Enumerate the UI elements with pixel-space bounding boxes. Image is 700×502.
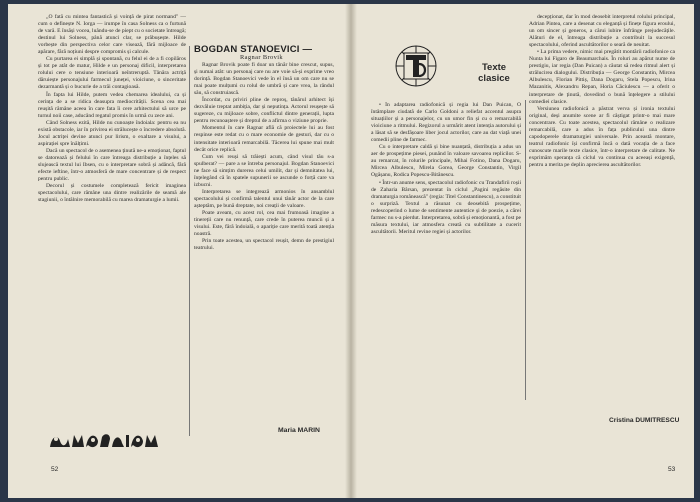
right-page-column-2 bbox=[529, 14, 675, 424]
section-title-line-1: Texte bbox=[481, 62, 507, 73]
paragraph: Încordat, cu priviri pline de reproș, tânărul arhitect își dezvăluie treptat ambiția, dar și neputința. Actorul reușește să sugereze, cu mijloace sobre, conflictul dintre generații, lupta pentru recunoaștere și dreptul de a afirma o viziune proprie. bbox=[194, 97, 334, 125]
section-title bbox=[471, 62, 517, 84]
paragraph: Decorul și costumele completează fericit imaginea spectacolului, care rămâne una dintre realizările de seamă ale stagiunii, o întâlnire memorabilă cu marea dramaturgie a lumii. bbox=[38, 183, 186, 204]
section-title-line-2: clasice bbox=[478, 73, 510, 84]
paragraph: Poate aveam, cu acest rol, cea mai frumoasă imagine a tinereții care nu renunță, care crede în puterea muncii și a visului. Este, fără îndoială, o apariție care merită toată atenția noastră. bbox=[194, 209, 334, 238]
paragraph: Când Solness ezită, Hilde nu cunoaște îndoiala: pentru ea nu există obstacole, iar în privirea ei strălucește o încredere absolută. Jocul actriței devine atunci pur lirism, o exaltare a visului, a aspirației spre înălțimi. bbox=[38, 119, 186, 147]
left-page-column-2 bbox=[194, 62, 334, 434]
decorative-ornament-icon bbox=[48, 429, 160, 453]
paragraph: Cu o interpretare caldă și bine nuanțată, distribuția a adus un aer de prospețime piesei, punând în valoare savoarea replicilor. S-au remarcat, în rolurile principale, Mihai Fotino, Dana Dogaru, Mircea Albulescu, Mirela Gorea, George Constantin, Virgil Ogășanu, Rodica Popescu-Bitănescu. bbox=[371, 144, 521, 179]
right-page-column-1 bbox=[371, 102, 521, 402]
author-heading: BOGDAN STANOEVICI — bbox=[194, 44, 313, 55]
paragraph: Prin toate acestea, un spectacol reușit, demn de prestigiul teatrului. bbox=[194, 238, 334, 252]
right-page bbox=[351, 4, 694, 498]
page-number: 52 bbox=[51, 466, 59, 473]
paragraph: „O fată cu mintea fantastică și voință de pirat normand" — cum o definește N. Iorga — irumpe în casa Solness ca o furtună de vară. E însăși vocea, luându-se de piept cu o societate întreagă; destinul lui Solness, până atunci clar, se prăbușește. Hilde vorbește din perspectiva celor care visează, fără mijloace de apărare, fără noțiuni despre compromis și calcule. bbox=[38, 14, 186, 56]
paragraph: • Într-un anume sens, spectacolul radiofonic cu Trandafirii roșii de Zaharia Bârsan, prezentat în ciclul „Pagini regăsite din dramaturgia românească" (regia: Titel Constantinescu), a constituit o surpriză. Textul a răsunat cu deosebită prospețime, redescoperind o lume de sentimente autentice și de poezie, a cărei farmec nu s-a pierdut. Interpretarea, sobră și emoționantă, a fost pe măsura textului, iar atmosfera creată cu subtilitate a cucerit ascultătorii. Meritul revine regiei și actorilor. bbox=[371, 179, 521, 235]
paragraph: Momentul în care Ragnar află că proiectele lui au fost respinse este redat cu o mare economie de gesturi, dar cu o intensitate interioară remarcabilă. Tăcerea lui spune mai mult decât orice replică. bbox=[194, 125, 334, 153]
column-divider bbox=[189, 46, 190, 436]
paragraph: Versiunea radiofonică a păstrat verva și ironia textului original, deși anumite scene ar fi câștigat printr-o mai mare concentrare. Cu toate acestea, spectacolul rămâne o realizare remarcabilă, care a adus în fața publicului una dintre capodoperele dramaturgiei universale. Prin această montare, teatrul radiofonic își confirmă încă o dată vocația de a face cunoscute marile texte clasice, într-o interpretare de calitate. Ne exprimăm speranța că ciclul va continua cu aceeași exigență, pentru a merita pe deplin aprecierea ascultătorilor. bbox=[529, 105, 675, 168]
paragraph: În fapta lui Hilde, putem vedea chemarea idealului, ca și cerința de a se ridica deasupra mediocrității. Scena cea mai reușită rămâne aceea în care fata îi cere arhitectului să urce pe turnul noii case, aducând regatul promis în urmă cu zece ani. bbox=[38, 91, 186, 119]
magazine-spread bbox=[8, 4, 694, 498]
paragraph: decepționat, dar în mod deosebit interpretul rolului principal, Adrian Pintea, care a desenat cu eleganță și finețe figura eroului, un om sincer și generos, a cărui iubire înfrânge prejudecățile. Alături de el, întreaga distribuție a contribuit la succesul spectacolului, oferind ascultătorilor o seară de neuitat. bbox=[529, 14, 675, 49]
page-number: 53 bbox=[668, 466, 676, 473]
article-subtitle: Ragnar Brovik bbox=[240, 54, 284, 61]
author-signature: Maria MARIN bbox=[278, 427, 320, 434]
left-page bbox=[8, 4, 351, 498]
paragraph: Interpretarea se integrează armonios în ansamblul spectacolului și confirmă talentul unui tânăr actor de la care așteptăm, pe bună dreptate, noi creații de valoare. bbox=[194, 188, 334, 209]
paragraph: Ragnar Brovik poate fi doar un tânăr bine crescut, supus, și numai atât: un personaj care nu are voie să-și exprime vreo dorință. Bogdan Stanoevici vede în el însă un om care nu se mai poate mulțumi cu rolul de umbră și care vrea, la rândul său, să construiască. bbox=[194, 62, 334, 97]
author-signature: Cristina DUMITRESCU bbox=[609, 417, 680, 424]
paragraph: • La prima vedere, nimic mai pregătit montării radiofonice ca Nunta lui Figaro de Beaumarchais. În roluri au apărut nume de prestigiu, iar regia (Dan Puican) a căutat să redea ritmul alert și strălucirea dialogului. Distribuția — George Constantin, Mircea Albulescu, Florian Pittiș, Dana Dogaru, Stela Popescu, Irina Mazanitis, Alexandru Repan, Horia Căciulescu — a oferit o interpretare de ținută, dovedind o bună înțelegere a stilului comediei clasice. bbox=[529, 49, 675, 105]
paragraph: Dacă un spectacol de o asemenea ținută ne-a emoționat, faptul se datorează și felului în care întreaga distribuție a înțeles să slujească textul lui Ibsen, cu o interpretare sobră și adâncă, fără efecte ieftine, într-o atmosferă de mare concentrare și de respect pentru public. bbox=[38, 147, 186, 183]
paragraph: • În adaptarea radiofonică și regia lui Dan Puican, O întâmplare ciudată de Carlo Goldoni a reliefat accentul asupra situațiilor și a personajelor, cu un umor fin și cu o remarcabilă vioiciune a ritmului. Regizorul a urmărit atent intenția autorului și a lăsat să se desfășoare liber jocul actorilor, care au dat viață unei comedii pline de farmec. bbox=[371, 102, 521, 144]
left-page-column-1 bbox=[38, 14, 186, 434]
column-divider bbox=[525, 100, 526, 400]
paragraph: Cu purtarea ei simplă și spontană, cu felul ei de a fi copilăros și tot pe atât de matur, Hilde e un personaj dificil, interpretarea rolului cere o tensiune interioară neîntreruptă. Tânăra actriță dăruiește personajului farmecul juneței, vioiciune, o sinceritate dezarmantă și o bucurie de a trăi contagioasă. bbox=[38, 56, 186, 91]
texte-clasice-logo-icon bbox=[393, 44, 439, 88]
paragraph: Cum vei reuși să trăiești acum, când visul tău s-a spulberat? — pare a se întreba personajul. Bogdan Stanoevici ne face să simțim durerea celui umilit, dar și demnitatea lui, înțelegând că în spatele supunerii se ascunde o forță care va izbucni. bbox=[194, 153, 334, 188]
